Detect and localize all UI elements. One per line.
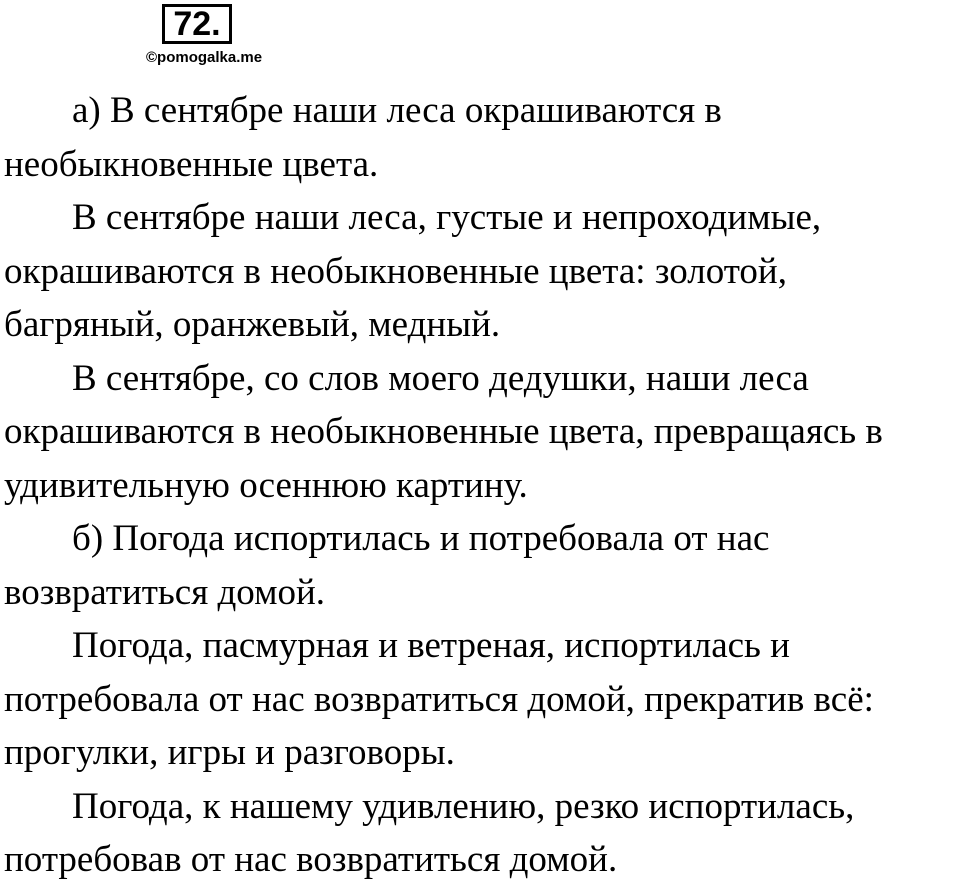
text-line: багряный, оранжевый, медный. bbox=[4, 304, 501, 345]
text-line: удивительную осеннюю картину. bbox=[4, 464, 528, 506]
exercise-number-badge bbox=[162, 4, 232, 44]
text-line: потребовав от нас возвратиться домой. bbox=[4, 839, 618, 880]
text-line: прогулки, игры и разговоры. bbox=[4, 732, 455, 773]
text-line: Погода, к нашему удивлению, резко испортилась, bbox=[72, 785, 855, 827]
text-line: Погода, пасмурная и ветреная, испортилась и bbox=[72, 625, 790, 666]
text-line: В сентябре, со слов моего дедушки, наши леса bbox=[72, 357, 809, 399]
text-line: окрашиваются в необыкновенные цвета: золотой, bbox=[4, 250, 787, 292]
watermark: ©pomogalka.me bbox=[146, 49, 263, 66]
text-line: б) Погода испортилась и потребовала от нас bbox=[72, 518, 770, 559]
text-line: необыкновенные цвета. bbox=[4, 143, 379, 185]
text-line: окрашиваются в необыкновенные цвета, превращаясь в bbox=[4, 411, 883, 452]
exercise-number: 72. bbox=[173, 5, 221, 43]
text-line: В сентябре наши леса, густые и непроходимые, bbox=[72, 197, 822, 238]
text-line: возвратиться домой. bbox=[4, 571, 326, 613]
text-line: а) В сентябре наши леса окрашиваются в bbox=[72, 90, 722, 131]
text-line: потребовала от нас возвратиться домой, прекратив всё: bbox=[4, 678, 874, 720]
document-body bbox=[4, 84, 960, 887]
